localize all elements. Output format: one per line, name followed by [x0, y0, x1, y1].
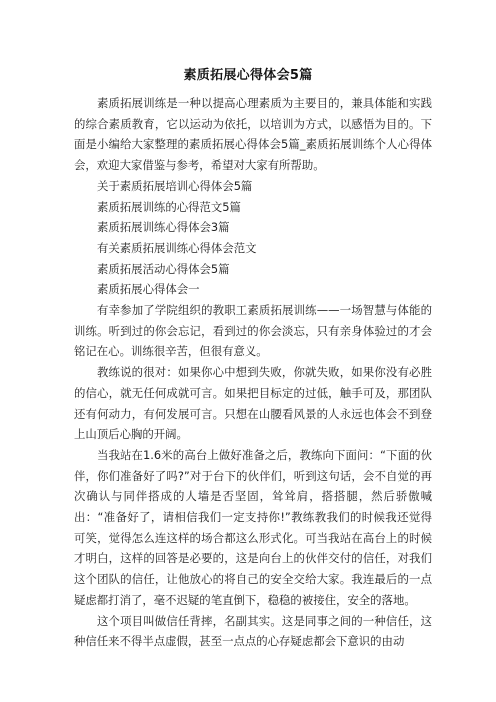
body-paragraph: 教练说的很对：如果你心中想到失败，你就失败，如果你没有必胜的信心，就无任何成就可言。如果把目标定的过低，触手可及，那团队还有何动力，有何发展可言。只想在山腰看风景的人永远也体会不到登上山顶后心胸的开阔。: [74, 365, 432, 442]
article-list-item: 素质拓展训练心得体会3篇: [97, 220, 230, 235]
section-heading: 素质拓展心得体会一: [97, 282, 200, 297]
article-list: [74, 176, 432, 300]
article-list-item: 有关素质拓展训练心得体会范文: [97, 240, 257, 255]
body-paragraph: 当我站在1.6米的高台上做好准备之后，教练向下面问：“下面的伙伴，你们准备好了吗?”对于台下的伙伴们，听到这句话，会不自觉的再次确认与同伴搭成的人墙是否坚固，耸耸肩，搭搭腿，然后骄傲喊出：“准备好了，请相信我们一定支持你!”教练教我们的时候我还觉得可笑，觉得怎么连这样的场合都这么形式化。可当我站在高台上的时候才明白，这样的回答是必要的，这是向台上的伙伴交付的信任，对我们这个团队的信任，让他放心的将自己的安全交给大家。我连最后的一点疑虑都打消了，毫不迟疑的笔直倒下，稳稳的被接住，安全的落地。: [74, 447, 432, 607]
body-paragraph: 有幸参加了学院组织的教职工素质拓展训练——一场智慧与体能的训练。听到过的你会忘记，看到过的你会淡忘，只有亲身体验过的才会铭记在心。训练很辛苦，但很有意义。: [74, 303, 432, 359]
article-list-item: 关于素质拓展培训心得体会5篇: [97, 178, 253, 193]
document-body: [74, 93, 432, 652]
document-title: 素质拓展心得体会5篇: [183, 68, 313, 83]
article-list-item: 素质拓展训练的心得范文5篇: [97, 199, 241, 214]
body-paragraph: 这个项目叫做信任背摔，名副其实。这是同事之间的一种信任，这种信任来不得半点虚假，甚至一点点的心存疑虑都会下意识的由动: [74, 613, 432, 649]
intro-paragraph: 素质拓展训练是一种以提高心理素质为主要目的，兼具体能和实践的综合素质教育，它以运动为依托，以培训为方式，以感悟为目的。下面是小编给大家整理的素质拓展心得体会5篇_素质拓展训练个人心得体会，欢迎大家借鉴与参考，希望对大家有所帮助。: [74, 96, 432, 173]
article-list-item: 素质拓展活动心得体会5篇: [97, 261, 230, 276]
